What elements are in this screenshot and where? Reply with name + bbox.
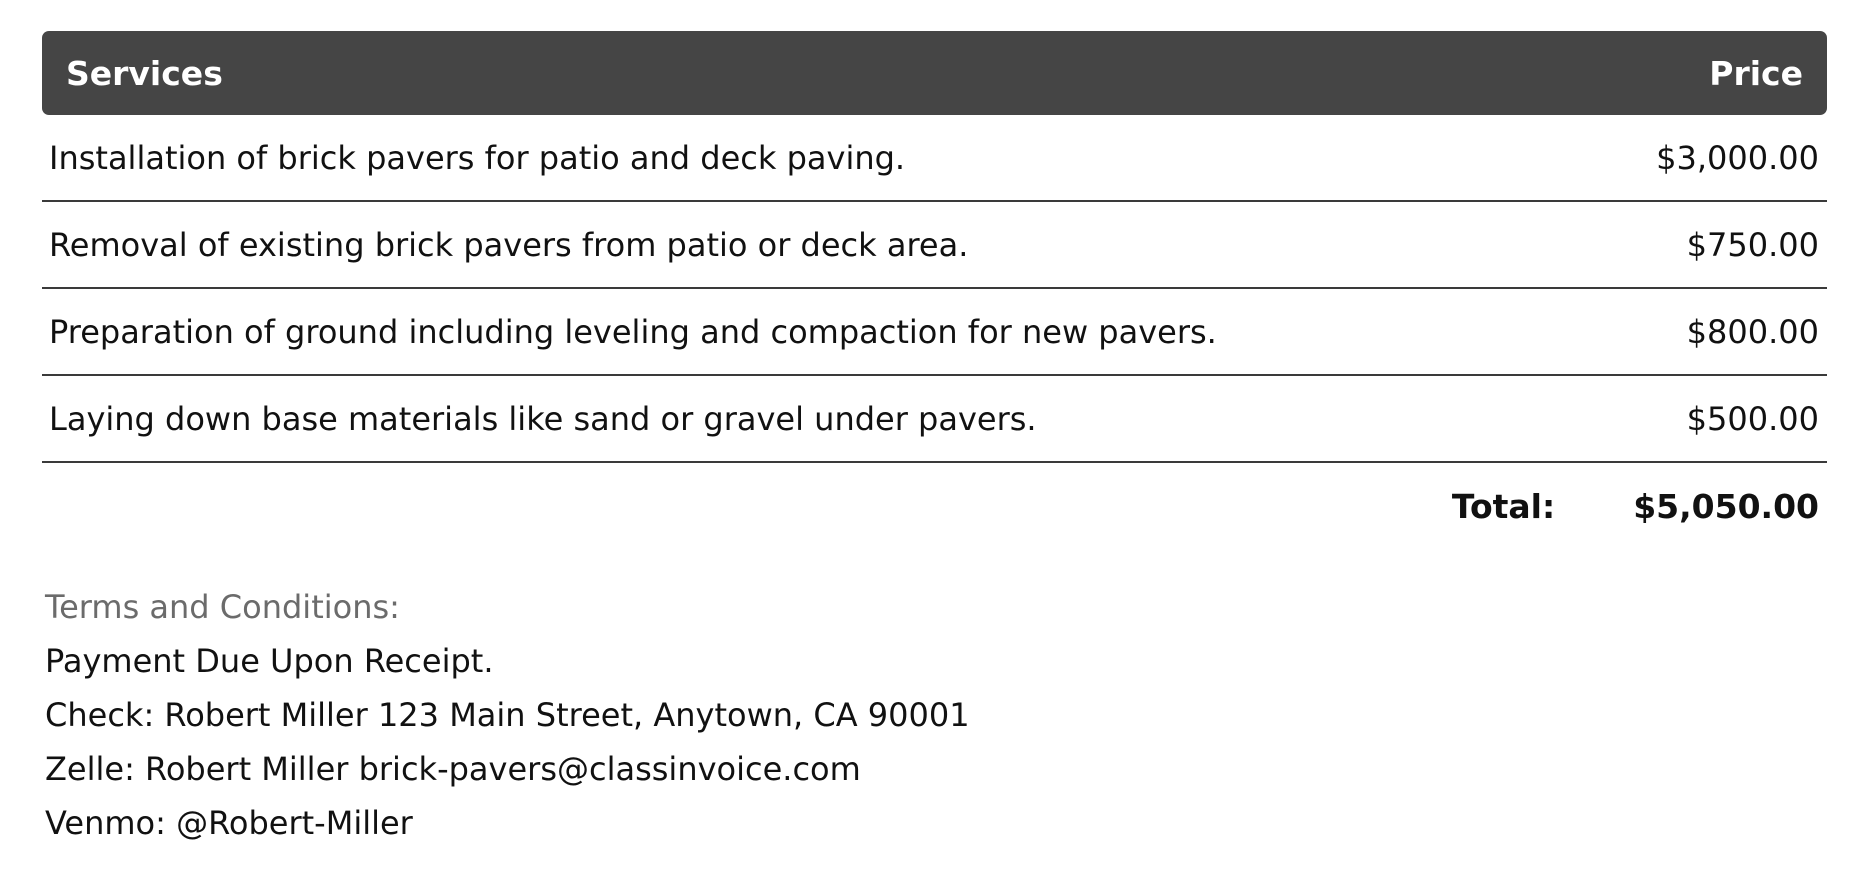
price-column-header: Price xyxy=(1709,53,1803,93)
table-row xyxy=(42,202,1827,289)
terms-line-payment-due: Payment Due Upon Receipt. xyxy=(45,642,494,680)
terms-line-venmo: Venmo: @Robert-Miller xyxy=(45,804,413,842)
table-row xyxy=(42,115,1827,202)
table-row xyxy=(42,376,1827,463)
service-description: Removal of existing brick pavers from patio or deck area. xyxy=(49,225,969,264)
service-price: $750.00 xyxy=(1686,225,1819,264)
service-price: $500.00 xyxy=(1686,399,1819,438)
terms-title: Terms and Conditions: xyxy=(45,588,400,626)
services-table xyxy=(42,31,1827,549)
service-description: Laying down base materials like sand or gravel under pavers. xyxy=(49,399,1037,438)
service-description: Preparation of ground including leveling and compaction for new pavers. xyxy=(49,312,1217,351)
terms-line-check: Check: Robert Miller 123 Main Street, Anytown, CA 90001 xyxy=(45,696,970,734)
total-row xyxy=(42,463,1827,549)
service-price: $3,000.00 xyxy=(1656,138,1819,177)
table-row xyxy=(42,289,1827,376)
total-value: $5,050.00 xyxy=(1633,486,1819,526)
terms-line-zelle: Zelle: Robert Miller brick-pavers@classinvoice.com xyxy=(45,750,861,788)
total-label: Total: xyxy=(1451,486,1556,526)
table-header xyxy=(42,31,1827,115)
terms-section xyxy=(45,580,970,850)
services-column-header: Services xyxy=(66,53,223,93)
service-price: $800.00 xyxy=(1686,312,1819,351)
service-description: Installation of brick pavers for patio and deck paving. xyxy=(49,138,906,177)
